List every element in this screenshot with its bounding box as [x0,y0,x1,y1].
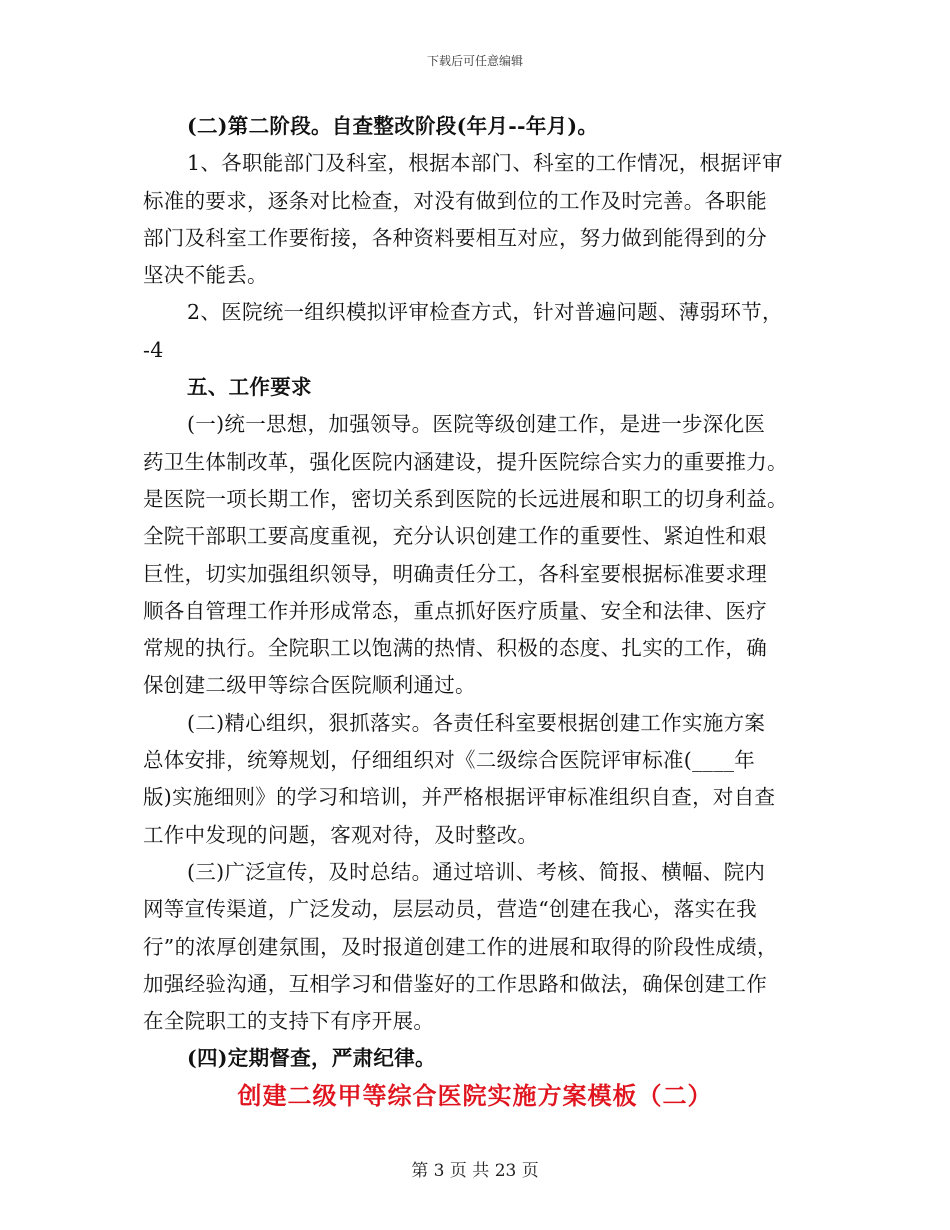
paragraph-line: 巨性，切实加强组织领导，明确责任分工，各科室要根据标准要求理 [143,561,767,586]
paragraph-line: 版)实施细则》的学习和培训，并严格根据评审标准组织自查，对自查 [143,785,776,810]
paragraph-line: 顺各自管理工作并形成常态，重点抓好医疗质量、安全和法律、医疗 [143,598,767,623]
paragraph-line: 保创建二级甲等综合医院顺利通过。 [143,673,476,698]
paragraph-line: 总体安排，统筹规划，仔细组织对《二级综合医院评审标准(____年 [143,748,756,773]
paragraph-line: 常规的执行。全院职工以饱满的热情、积极的态度、扎实的工作，确 [143,636,767,661]
paragraph-line: 加强经验沟通，互相学习和借鉴好的工作思路和做法，确保创建工作 [143,971,767,996]
header-note: 下载后可任意编辑 [426,54,523,68]
document-body [143,108,813,1078]
paragraph-line: 药卫生体制改革，强化医院内涵建设，提升医院综合实力的重要推力。 [143,449,788,474]
section-heading-supervision: (四)定期督查，严肃纪律。 [187,1046,436,1071]
paragraph-line: 坚决不能丢。 [143,263,268,288]
paragraph-line: 行”的浓厚创建氛围，及时报道创建工作的进展和取得的阶段性成绩， [143,934,778,959]
section-heading-work-requirements: 五、工作要求 [187,375,312,400]
document-title-red: 创建二级甲等综合医院实施方案模板（二） [237,1081,713,1110]
paragraph-line: 是医院一项长期工作，密切关系到医院的长远进展和职工的切身利益。 [143,486,788,511]
paragraph-line: 网等宣传渠道，广泛发动，层层动员，营造“创建在我心，落实在我 [143,897,757,922]
paragraph-line: 在全院职工的支持下有序开展。 [143,1009,435,1034]
paragraph-line: 全院干部职工要高度重视，充分认识创建工作的重要性、紧迫性和艰 [143,524,767,549]
paragraph-line: 2、医院统一组织模拟评审检查方式，针对普遍问题、薄弱环节， [187,300,783,325]
paragraph-line: (二)精心组织，狠抓落实。各责任科室要根据创建工作实施方案 [187,710,766,735]
paragraph-line: -4 [143,337,164,362]
paragraph-line: (三)广泛宣传，及时总结。通过培训、考核、简报、横幅、院内 [187,859,766,884]
paragraph-line: 1、各职能部门及科室，根据本部门、科室的工作情况，根据评审 [187,151,783,176]
page-number-footer: 第 3 页 共 23 页 [411,1161,539,1181]
section-heading-stage-two: (二)第二阶段。自查整改阶段(年月--年月)。 [187,114,599,138]
paragraph-line: 标准的要求，逐条对比检查，对没有做到位的工作及时完善。各职能 [143,188,767,213]
paragraph-line: 工作中发现的问题，客观对待，及时整改。 [143,822,539,847]
paragraph-line: (一)统一思想，加强领导。医院等级创建工作，是进一步深化医 [187,412,766,437]
paragraph-line: 部门及科室工作要衔接，各种资料要相互对应，努力做到能得到的分 [143,225,767,250]
